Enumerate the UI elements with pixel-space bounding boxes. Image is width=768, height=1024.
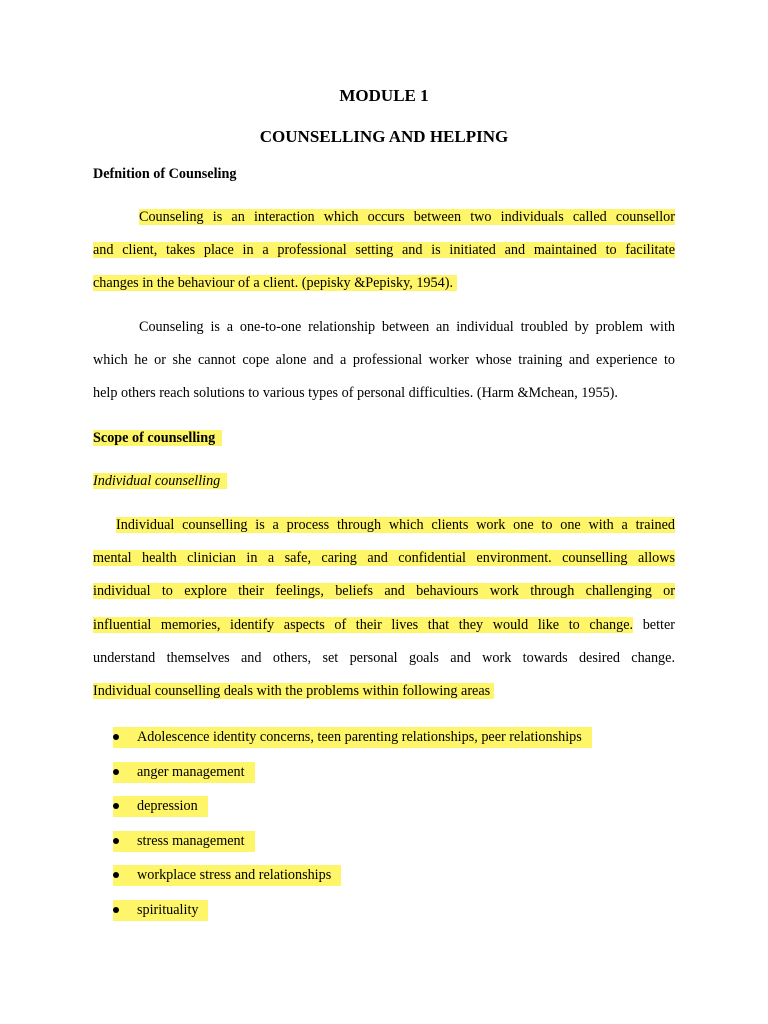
list-item: Adolescence identity concerns, teen parenting relationships, peer relationships <box>93 727 592 762</box>
list-item: spirituality <box>93 900 592 935</box>
problem-areas-list <box>93 727 592 935</box>
list-item: stress management <box>93 831 592 866</box>
list-item: workplace stress and relationships <box>93 865 592 900</box>
bullet-icon <box>113 769 119 775</box>
module-title: MODULE 1 <box>339 86 429 105</box>
list-item: depression <box>93 796 592 831</box>
page-title: COUNSELLING AND HELPING <box>259 127 509 146</box>
individual-paragraph <box>93 509 675 708</box>
para1-line-3: changes in the behaviour of a client. (pepisky &Pepisky, 1954). <box>93 267 675 300</box>
bullet-icon <box>113 734 119 740</box>
para2-line-1: Counseling is a one-to-one relationship between an individual troubled by problem with <box>139 319 675 335</box>
para1-line-1: Counseling is an interaction which occurs between two individuals called counsellor <box>139 209 675 225</box>
para3-line-5: understand themselves and others, set personal goals and work towards desired change. <box>93 649 675 666</box>
bullet-icon <box>113 838 119 844</box>
bullet-icon <box>113 803 119 809</box>
list-item: anger management <box>93 762 592 797</box>
definition-paragraph-2 <box>93 311 675 411</box>
bullet-icon <box>113 907 119 913</box>
para3-line-2: mental health clinician in a safe, caring and confidential environment. counselling allows <box>93 550 675 567</box>
definition-paragraph-1 <box>93 201 675 301</box>
definition-heading: Defnition of Counseling <box>93 166 237 182</box>
para3-line-4: influential memories, identify aspects of their lives that they would like to change. better <box>93 616 676 633</box>
para3-line-6: Individual counselling deals with the problems within following areas <box>93 675 675 708</box>
para2-line-2: which he or she cannot cope alone and a professional worker whose training and experience to <box>93 352 675 369</box>
individual-heading: Individual counselling <box>93 473 227 490</box>
bullet-icon <box>113 872 119 878</box>
para3-line-3: individual to explore their feelings, beliefs and behaviours work through challenging or <box>93 583 675 600</box>
para1-line-2: and client, takes place in a professional setting and is initiated and maintained to facilitate <box>93 242 675 259</box>
scope-heading: Scope of counselling <box>93 430 222 447</box>
para3-line-1: Individual counselling is a process through which clients work one to one with a trained <box>116 517 675 533</box>
para2-line-3: help others reach solutions to various types of personal difficulties. (Harm &Mchean, 1955). <box>93 385 618 402</box>
